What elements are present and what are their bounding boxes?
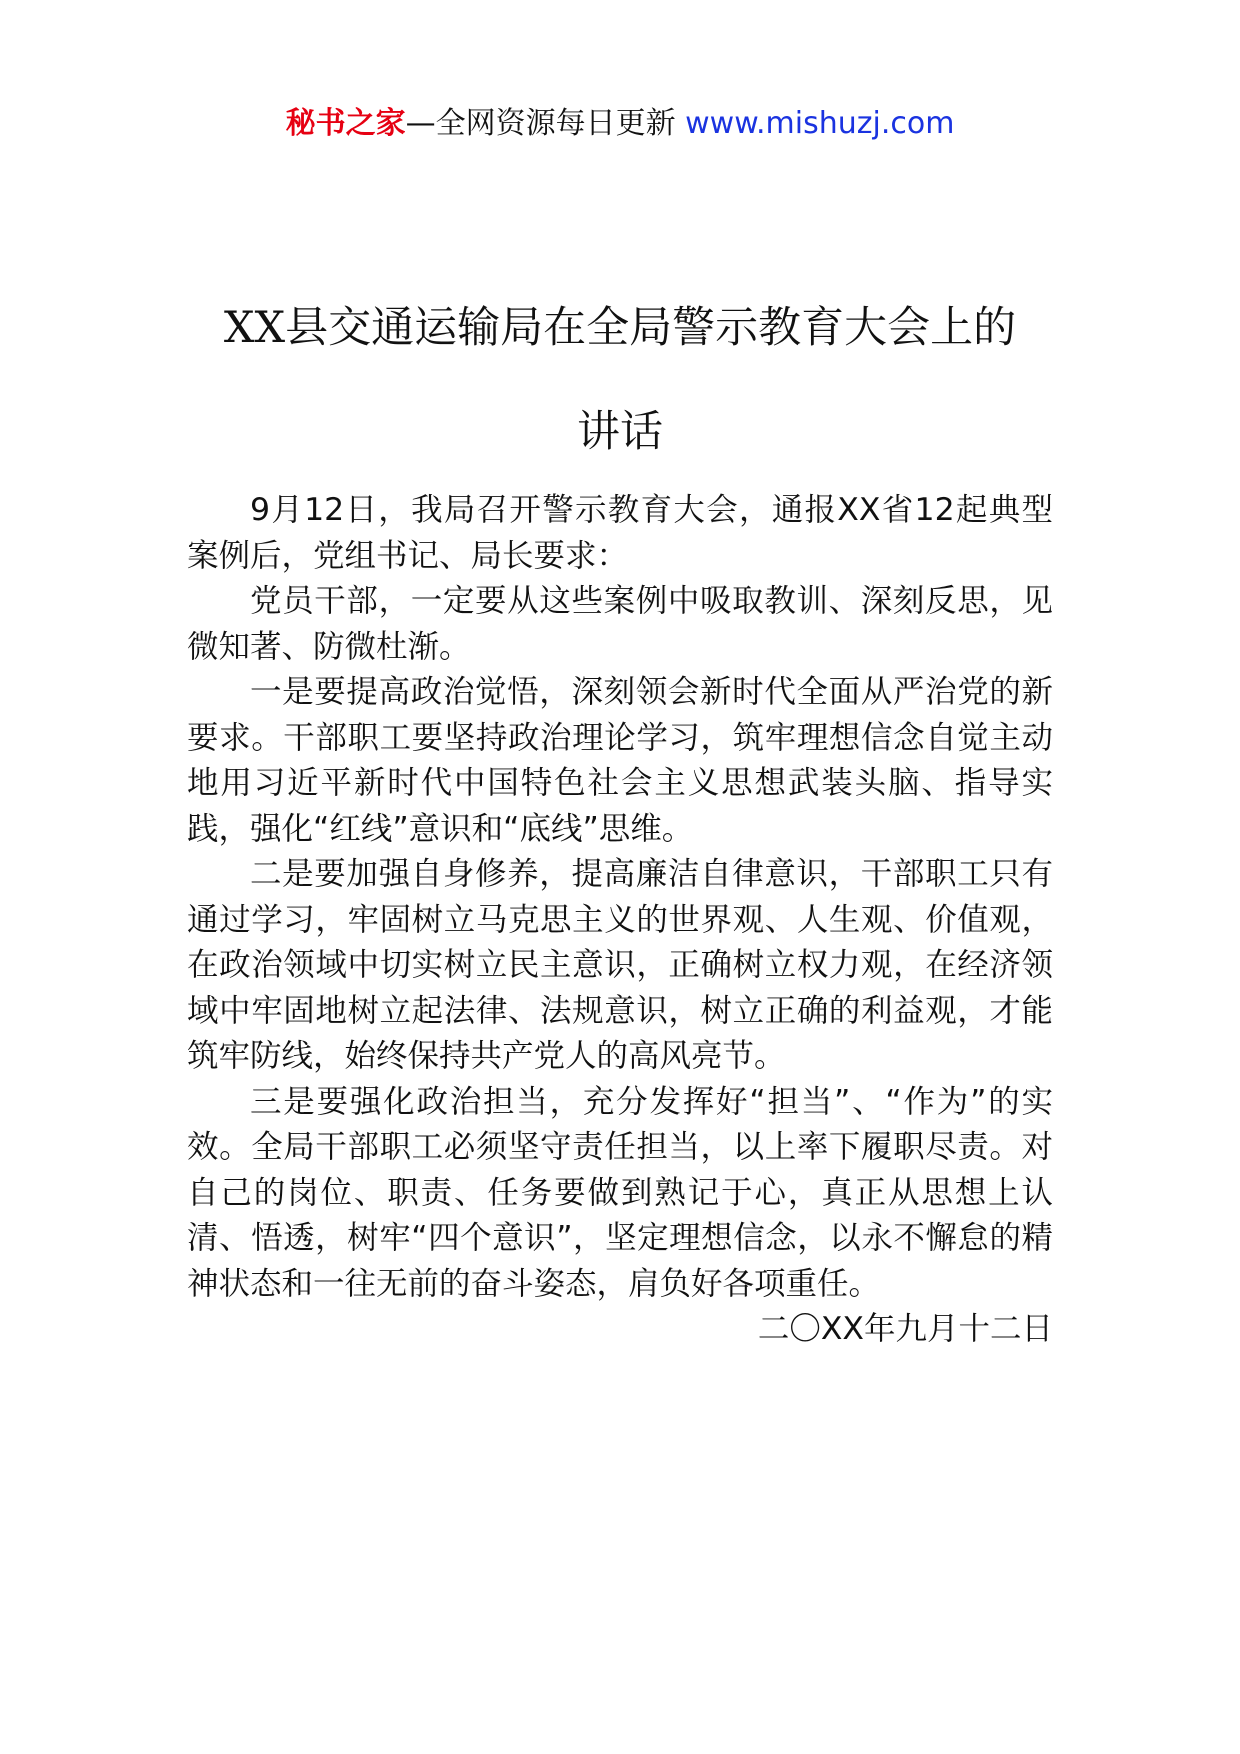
site-brand: 秘书之家 bbox=[285, 106, 406, 141]
site-tagline: —全网资源每日更新 bbox=[405, 106, 676, 141]
site-url-link[interactable]: www.mishuzj.com bbox=[685, 106, 955, 141]
paragraph-requirement: 党员干部，一定要从这些案例中吸取教训、深刻反思，见微知著、防微杜渐。 bbox=[187, 583, 1053, 665]
document-body bbox=[187, 488, 1053, 1353]
site-header bbox=[0, 104, 1240, 144]
paragraph-point-one: 一是要提高政治觉悟，深刻领会新时代全面从严治党的新要求。干部职工要坚持政治理论学习，筑牢理想信念自觉主动地用习近平新时代中国特色社会主义思想武装头脑、指导实践，强化“红线”意识和“底线”思维。 bbox=[187, 674, 1053, 847]
document-title bbox=[140, 276, 1100, 484]
paragraph-intro: 9月12日，我局召开警示教育大会，通报XX省12起典型案例后，党组书记、局长要求： bbox=[187, 492, 1053, 574]
document-title-line-1: XX县交通运输局在全局警示教育大会上的 bbox=[223, 303, 1017, 353]
paragraph-point-three: 三是要强化政治担当，充分发挥好“担当”、“作为”的实效。全局干部职工必须坚守责任担当，以上率下履职尽责。对自己的岗位、职责、任务要做到熟记于心，真正从思想上认清、悟透，树牢“四个意识”，坚定理想信念，以永不懈怠的精神状态和一往无前的奋斗姿态，肩负好各项重任。 bbox=[187, 1083, 1053, 1302]
document-title-line-2: 讲话 bbox=[577, 407, 663, 457]
document-date: 二〇XX年九月十二日 bbox=[757, 1311, 1053, 1347]
paragraph-point-two: 二是要加强自身修养，提高廉洁自律意识，干部职工只有通过学习，牢固树立马克思主义的世界观、人生观、价值观，在政治领域中切实树立民主意识，正确树立权力观，在经济领域中牢固地树立起法律、法规意识，树立正确的利益观，才能筑牢防线，始终保持共产党人的高风亮节。 bbox=[187, 856, 1053, 1074]
